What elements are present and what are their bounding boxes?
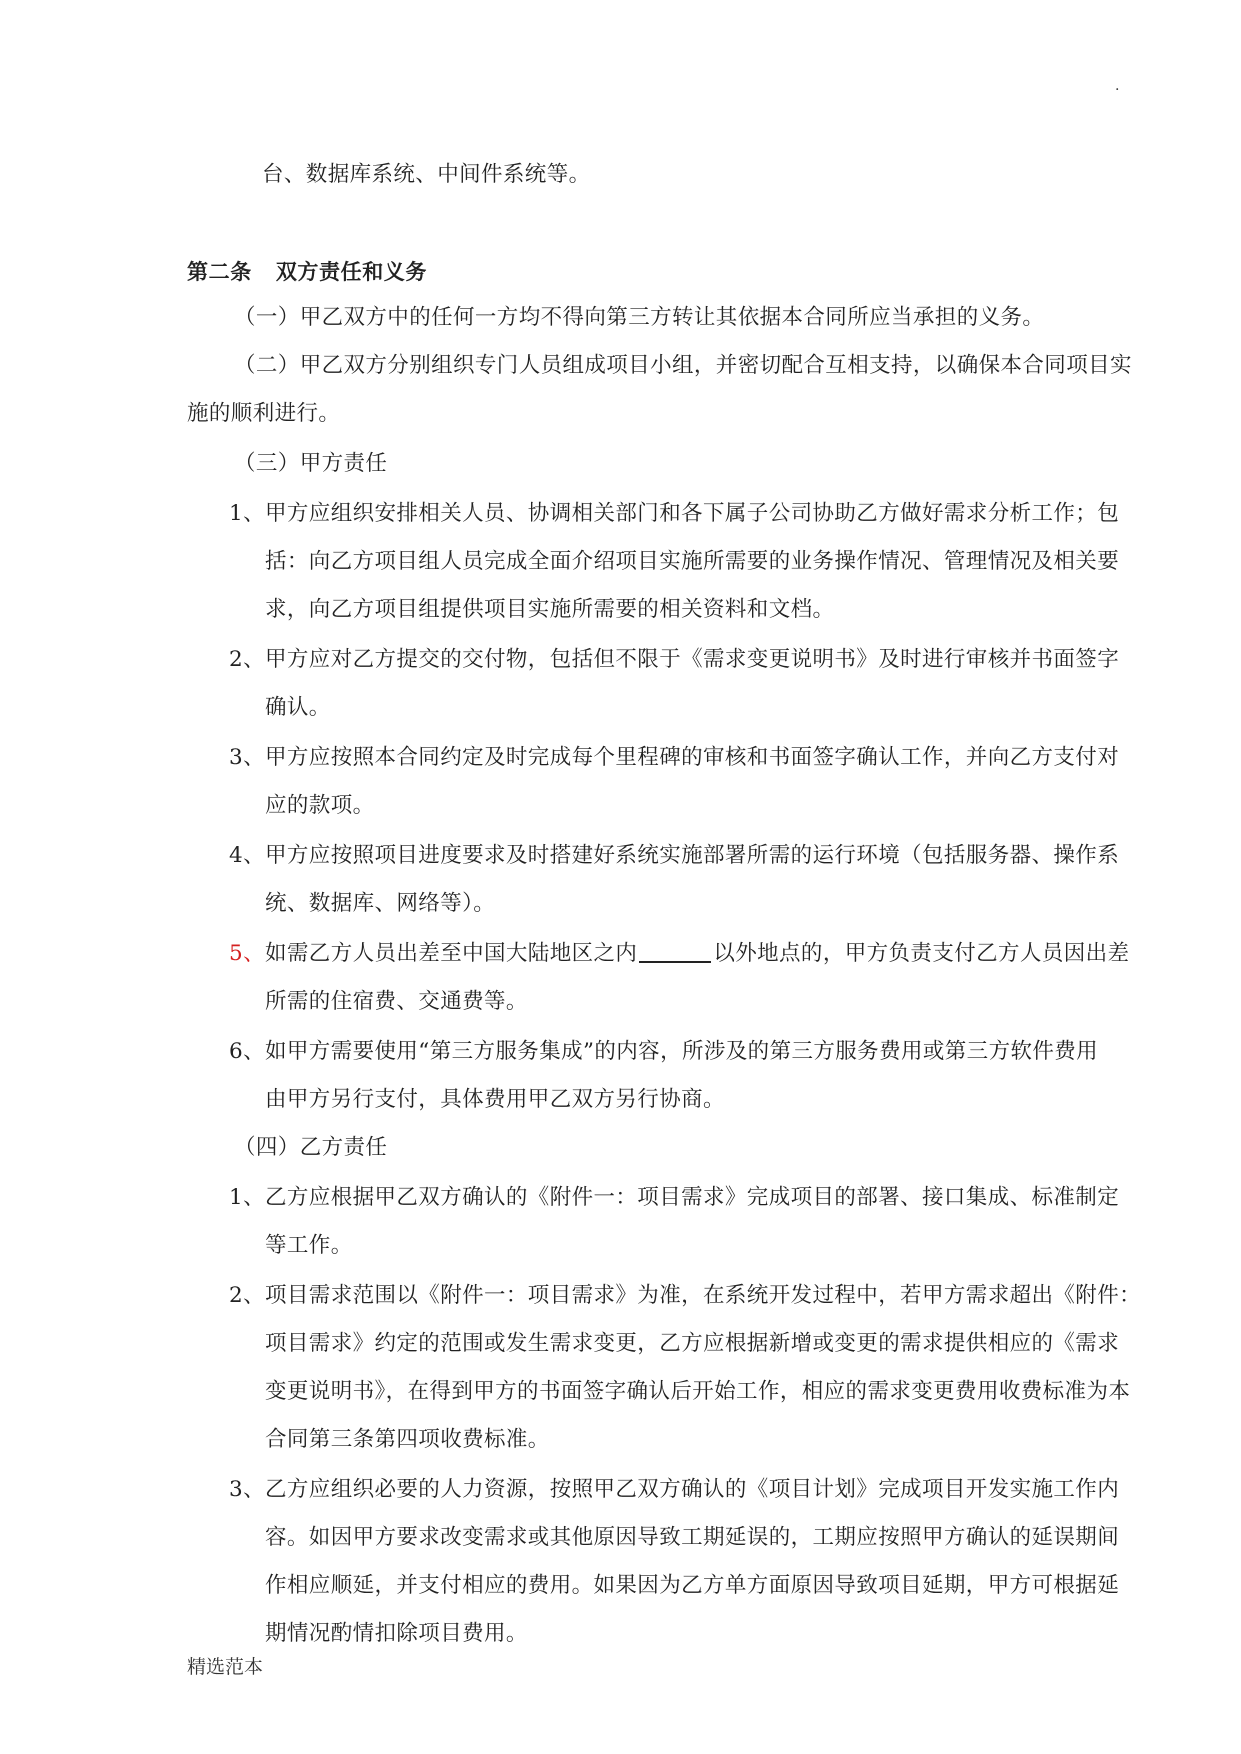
article-title: 双方责任和义务 — [275, 260, 428, 284]
item-text: 甲方应对乙方提交的交付物，包括但不限于《需求变更说明书》及时进行审核并书面签字 — [265, 647, 1120, 672]
party-a-item-2-line-2: 确认。 — [265, 695, 331, 720]
corner-mark: . — [1115, 78, 1120, 94]
continued-line: 台、数据库系统、中间件系统等。 — [262, 162, 591, 187]
item-number: 3、 — [229, 1477, 265, 1502]
party-b-item-2-line-3: 变更说明书》，在得到甲方的书面签字确认后开始工作，相应的需求变更费用收费标准为本 — [265, 1379, 1131, 1404]
item-number: 3、 — [229, 745, 265, 770]
party-b-item-2 — [229, 1281, 1141, 1311]
party-a-item-6 — [229, 1037, 1098, 1067]
item-text-after-blank: 以外地点的，甲方负责支付乙方人员因出差 — [713, 941, 1130, 966]
party-b-item-3-line-4: 期情况酌情扣除项目费用。 — [265, 1621, 528, 1646]
clause-1: （一）甲乙双方中的任何一方均不得向第三方转让其依据本合同所应当承担的义务。 — [234, 305, 1045, 330]
party-a-item-3-line-2: 应的款项。 — [265, 793, 375, 818]
party-b-item-2-line-4: 合同第三条第四项收费标准。 — [265, 1427, 550, 1452]
item-text: 甲方应按照本合同约定及时完成每个里程碑的审核和书面签字确认工作，并向乙方支付对 — [265, 745, 1120, 770]
article-heading — [187, 257, 427, 287]
party-a-item-5-line-2: 所需的住宿费、交通费等。 — [265, 989, 528, 1014]
party-a-item-5 — [229, 939, 1129, 969]
item-number: 2、 — [229, 647, 265, 672]
item-number: 1、 — [229, 501, 265, 526]
party-a-item-4-line-2: 统、数据库、网络等）。 — [265, 891, 496, 916]
party-a-item-4 — [229, 841, 1119, 871]
party-b-item-3-line-2: 容。如因甲方要求改变需求或其他原因导致工期延误的，工期应按照甲方确认的延误期间 — [265, 1525, 1120, 1550]
item-text: 甲方应组织安排相关人员、协调相关部门和各下属子公司协助乙方做好需求分析工作；包 — [265, 501, 1120, 526]
party-a-item-6-line-2: 由甲方另行支付，具体费用甲乙双方另行协商。 — [265, 1087, 725, 1112]
party-a-item-1-line-3: 求，向乙方项目组提供项目实施所需要的相关资料和文档。 — [265, 597, 835, 622]
party-a-item-1-line-2: 括：向乙方项目组人员完成全面介绍项目实施所需要的业务操作情况、管理情况及相关要 — [265, 549, 1120, 574]
clause-2-line-1: （二）甲乙双方分别组织专门人员组成项目小组，并密切配合互相支持，以确保本合同项目实 — [234, 353, 1132, 378]
clause-2-line-2: 施的顺利进行。 — [187, 401, 341, 426]
party-b-item-1 — [229, 1183, 1119, 1213]
party-b-item-1-line-2: 等工作。 — [265, 1233, 353, 1258]
item-number: 4、 — [229, 843, 265, 868]
party-a-item-3 — [229, 743, 1119, 773]
section-party-b-title: （四）乙方责任 — [234, 1135, 388, 1160]
fill-in-blank-location[interactable] — [639, 939, 711, 963]
item-number: 6、 — [229, 1039, 265, 1064]
item-text: 乙方应根据甲乙双方确认的《附件一：项目需求》完成项目的部署、接口集成、标准制定 — [265, 1185, 1120, 1210]
item-text: 乙方应组织必要的人力资源，按照甲乙双方确认的《项目计划》完成项目开发实施工作内 — [265, 1477, 1120, 1502]
party-b-item-2-line-2: 项目需求》约定的范围或发生需求变更，乙方应根据新增或变更的需求提供相应的《需求 — [265, 1331, 1120, 1356]
page-footer: 精选范本 — [187, 1656, 264, 1678]
item-number: 2、 — [229, 1283, 265, 1308]
section-party-a-title: （三）甲方责任 — [234, 451, 388, 476]
item-text: 项目需求范围以《附件一：项目需求》为准，在系统开发过程中，若甲方需求超出《附件： — [265, 1283, 1142, 1308]
article-number: 第二条 — [187, 260, 252, 284]
item-number: 1、 — [229, 1185, 265, 1210]
item-text-before-blank: 如需乙方人员出差至中国大陆地区之内 — [265, 941, 638, 966]
party-b-item-3-line-3: 作相应顺延，并支付相应的费用。如果因为乙方单方面原因导致项目延期，甲方可根据延 — [265, 1573, 1120, 1598]
item-text: 甲方应按照项目进度要求及时搭建好系统实施部署所需的运行环境（包括服务器、操作系 — [265, 843, 1120, 868]
party-a-item-2 — [229, 645, 1119, 675]
item-text: 如甲方需要使用“第三方服务集成”的内容，所涉及的第三方服务费用或第三方软件费用 — [265, 1039, 1099, 1064]
party-a-item-1 — [229, 499, 1119, 529]
item-number: 5、 — [229, 941, 265, 966]
party-b-item-3 — [229, 1475, 1119, 1505]
